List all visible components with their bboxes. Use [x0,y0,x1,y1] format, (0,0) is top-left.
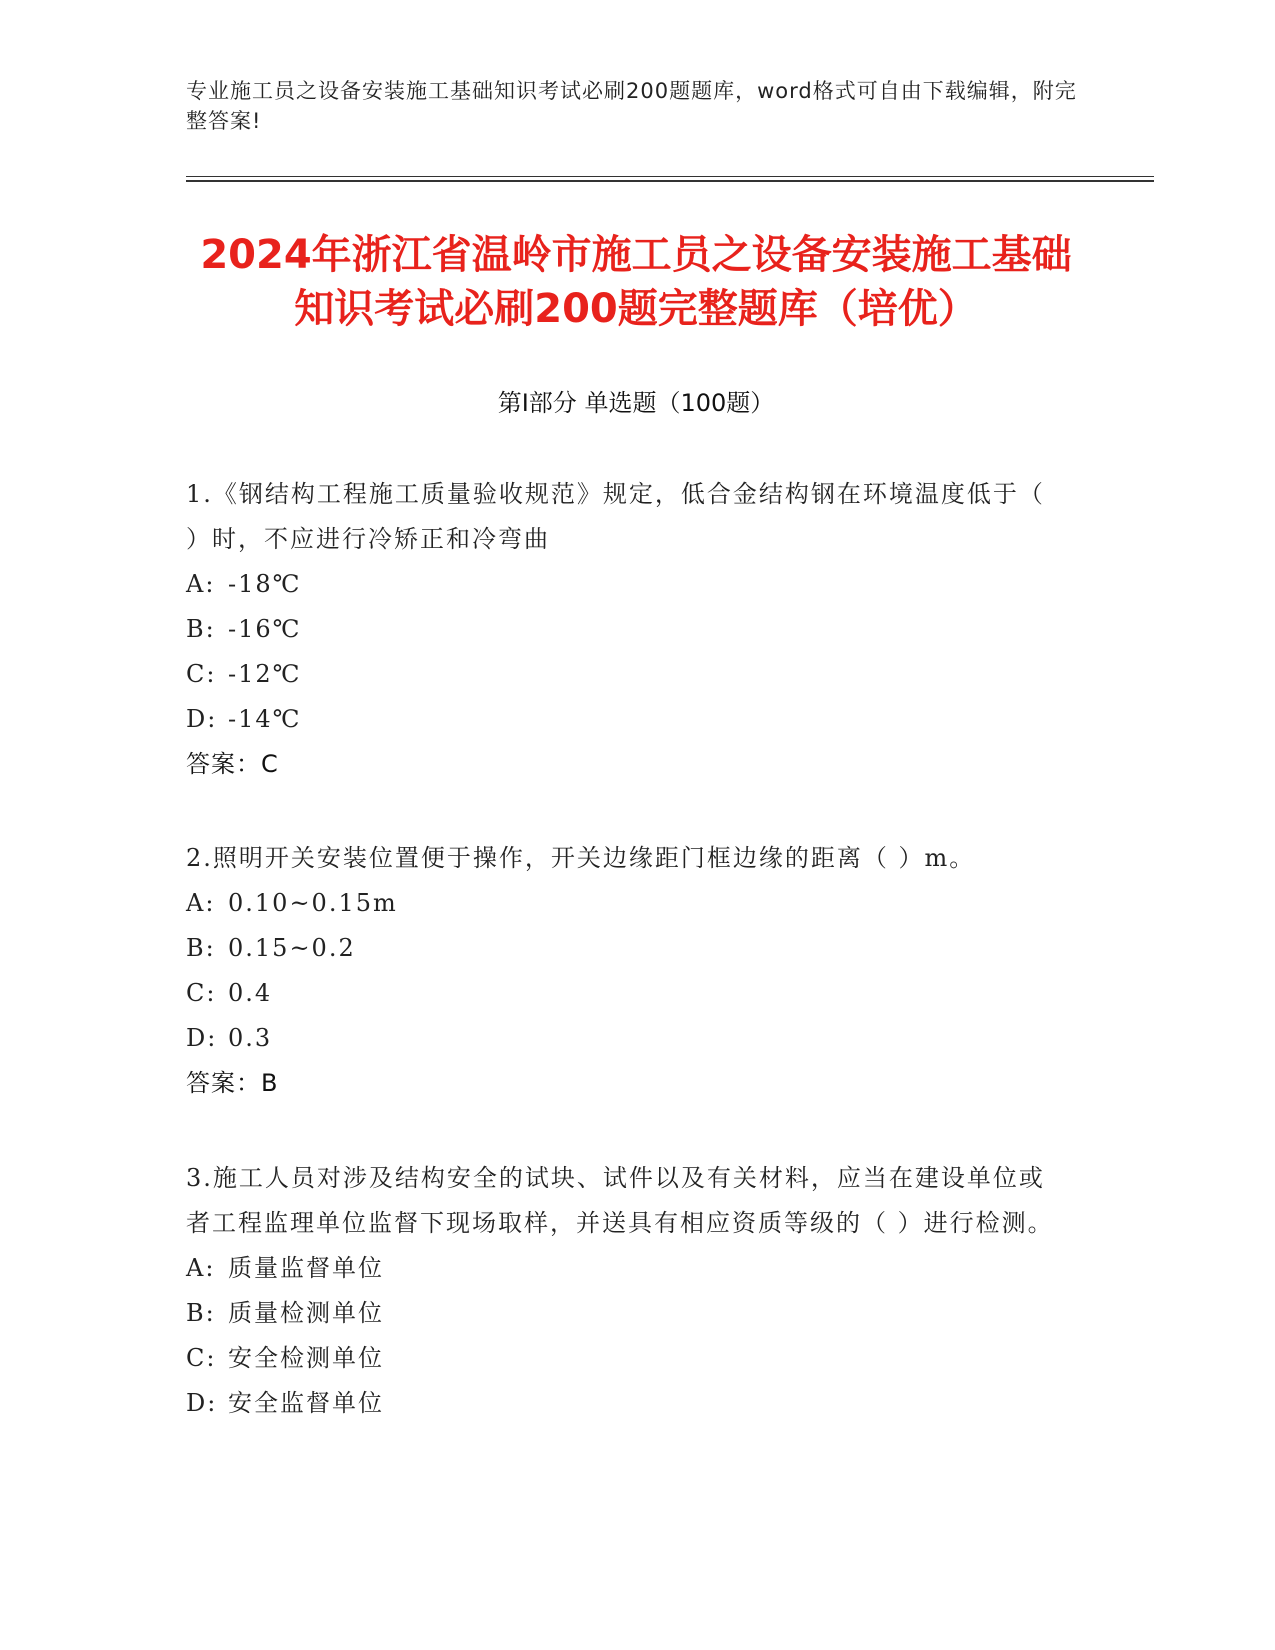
option-letter: D: [186,705,218,733]
answer-line: 答案：B [186,1069,279,1097]
header-note: 专业施工员之设备安装施工基础知识考试必刷200题题库，word格式可自由下载编辑，附完整答案! [186,79,1077,133]
option-b [186,926,1066,971]
option-text: -12℃ [228,660,302,688]
option-d [186,1016,1066,1061]
option-letter: C: [186,979,217,1007]
option-letter: B: [186,1299,216,1327]
option-text: 质量检测单位 [228,1299,384,1327]
question-2 [186,836,1066,1106]
question-stem: 3.施工人员对涉及结构安全的试块、试件以及有关材料，应当在建设单位或者工程监理单位监督下现场取样，并送具有相应资质等级的（ ）进行检测。 [186,1164,1054,1237]
option-text: 0.4 [228,979,273,1007]
option-letter: A: [186,1254,216,1282]
option-text: 0.10~0.15m [228,889,398,917]
question-1 [186,472,1066,787]
option-text: -14℃ [228,705,302,733]
option-letter: D: [186,1389,218,1417]
option-text: 安全监督单位 [228,1389,384,1417]
option-letter: B: [186,615,216,643]
document-title: 2024年浙江省温岭市施工员之设备安装施工基础知识考试必刷200题完整题库（培优） [200,232,1072,332]
option-letter: C: [186,660,217,688]
option-letter: D: [186,1024,218,1052]
option-c [186,971,1066,1016]
option-a [186,562,1066,607]
option-text: -18℃ [228,570,302,598]
option-a [186,881,1066,926]
option-c [186,652,1066,697]
option-d [186,1381,1066,1426]
option-text: 0.3 [228,1024,273,1052]
option-letter: A: [186,570,216,598]
header-divider [186,176,1154,182]
option-b [186,607,1066,652]
option-a [186,1246,1066,1291]
option-letter: A: [186,889,216,917]
option-d [186,697,1066,742]
option-text: 0.15~0.2 [228,934,356,962]
question-3 [186,1156,1066,1426]
option-text: 质量监督单位 [228,1254,384,1282]
section-heading: 第Ⅰ部分 单选题（100题） [497,389,775,417]
option-b [186,1291,1066,1336]
answer-line: 答案：C [186,750,279,778]
option-letter: C: [186,1344,217,1372]
question-stem: 2.照明开关安装位置便于操作，开关边缘距门框边缘的距离（ ）m。 [186,844,976,872]
option-text: 安全检测单位 [228,1344,384,1372]
option-letter: B: [186,934,216,962]
option-text: -16℃ [228,615,302,643]
option-c [186,1336,1066,1381]
question-stem: 1.《钢结构工程施工质量验收规范》规定，低合金结构钢在环境温度低于（ ）时，不应进行冷矫正和冷弯曲 [186,480,1045,553]
